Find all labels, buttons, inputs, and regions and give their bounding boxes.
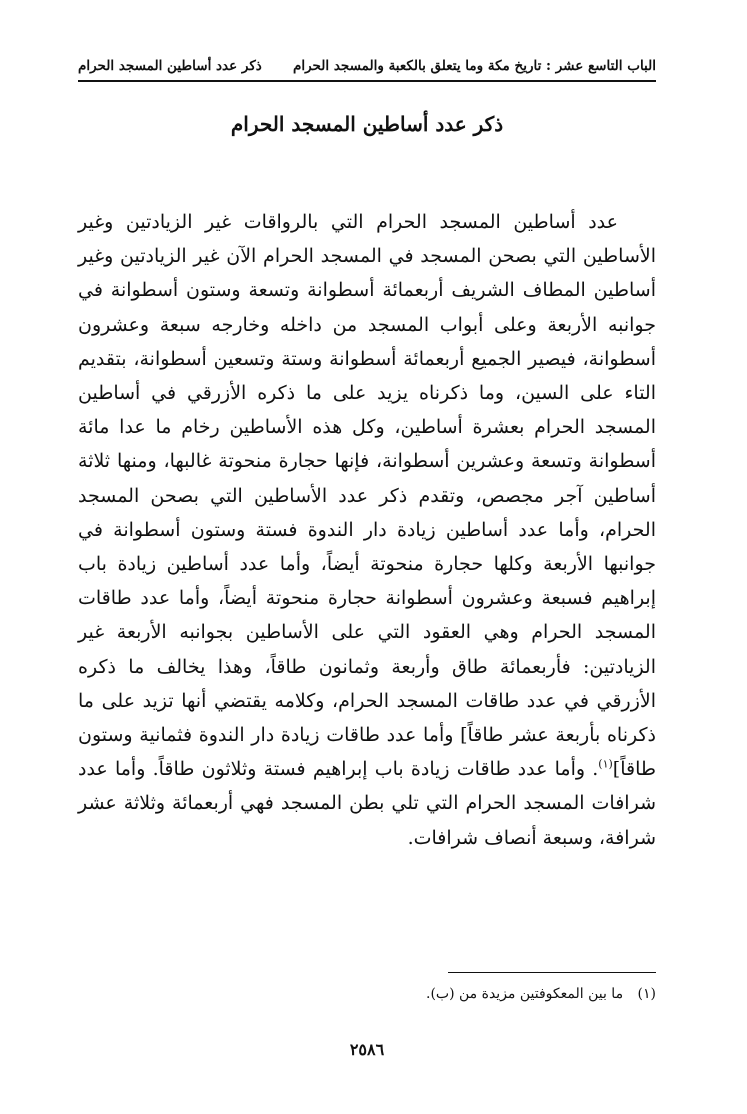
paragraph-text-part1: عدد أساطين المسجد الحرام التي بالرواقات غير الزيادتين وغير الأساطين التي بصحن المسجد في المسجد الحرام الآن غير الزيادتين وغير أساطين المطاف الشريف أربعمائة أسطوانة وتسعة وستون أسطوانة في جوانبه الأربعة وعلى أبواب المسجد من داخله وخارجه سبعة وعشرون أسطوانة، فيصير الجميع أربعمائة أسطوانة وستة وتسعين أسطوانة، بتقديم التاء على السين، وما ذكرناه يزيد على ما ذكره الأزرقي في أساطين المسجد الحرام بعشرة أساطين، وكل هذه الأساطين رخام ما عدا مائة أسطوانة وتسعة وعشرين أسطوانة، فإنها حجارة منحوتة غالبها، ومنها ثلاثة أساطين آجر مجصص، وتقدم ذكر عدد الأساطين التي بصحن المسجد الحرام، وأما عدد أساطين زيادة دار الندوة فستة وستون أسطوانة في جوانبها الأربعة وكلها حجارة منحوتة أيضاً، وأما عدد أساطين زيادة باب إبراهيم فسبعة وعشرون أسطوانة حجارة منحوتة أيضاً، وأما عدد طاقات المسجد الحرام وهي العقود التي على الأساطين بجوانبه الأربعة غير الزيادتين: فأربعمائة طاق وأربعة وثمانون طاقاً، وهذا يخالف ما ذكره الأزرقي في عدد طاقات المسجد الحرام، وكلامه يقتضي أنها تزيد على ما ذكرناه بأربعة عشر طاقاً] وأما عدد طاقات زيادة دار الندوة فثمانية وستون طاقاً]: [78, 211, 656, 781]
running-header: [78, 48, 656, 82]
footnote-text: ما بين المعكوفتين مزيدة من (ب).: [426, 986, 624, 1002]
footnote-divider: [448, 972, 656, 973]
paragraph-text: [78, 205, 656, 855]
body-paragraph: [78, 205, 656, 855]
footnote-number: (١): [637, 986, 656, 1002]
paragraph-text-part2: . وأما عدد طاقات زيادة باب إبراهيم فستة وثلاثون طاقاً. وأما عدد شرافات المسجد الحرام التي تلي بطن المسجد فهي أربعمائة وثلاثة عشر شرافة، وسبعة أنصاف شرافات.: [78, 758, 656, 849]
section-heading: ذكر عدد أساطين المسجد الحرام: [230, 112, 504, 136]
page-number: ٢٥٨٦: [349, 1040, 385, 1059]
header-chapter-title: الباب التاسع عشر : تاريخ مكة وما يتعلق بالكعبة والمسجد الحرام: [293, 58, 656, 74]
footnote-reference: (١): [598, 757, 613, 771]
footnote: [78, 986, 656, 1002]
header-section-title: ذكر عدد أساطين المسجد الحرام: [78, 58, 262, 74]
